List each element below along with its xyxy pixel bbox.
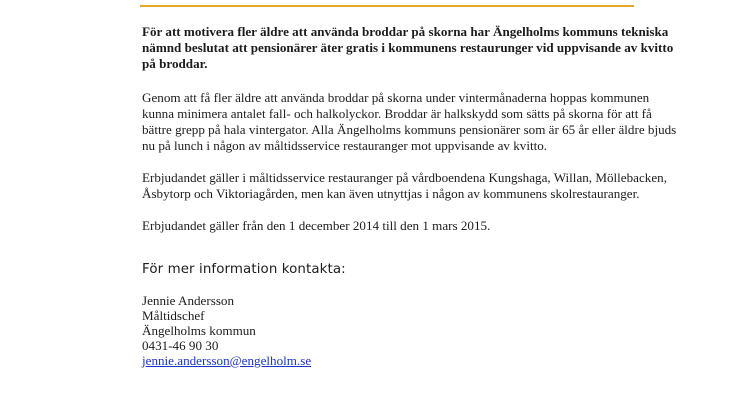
contact-organization: Ängelholms kommun [142, 323, 256, 338]
contact-phone: 0431-46 90 30 [142, 338, 219, 353]
contact-role: Måltidschef [142, 308, 205, 323]
contact-block [142, 293, 682, 368]
article-paragraph: Genom att få fler äldre att använda broddar på skorna under vintermånaderna hoppas kommunen kunna minimera antalet fall- och halkolyckor. Broddar är halkskydd som sätts på skorna för att få bättre grepp på hala vintergator. Alla Ängelholms kommuns pensionärer som är 65 år eller äldre bjuds nu på lunch i någon av måltidsservice restauranger mot uppvisande av kvitto. [142, 90, 677, 153]
contact-email-link[interactable]: jennie.andersson@engelholm.se [142, 353, 312, 368]
header-divider [140, 5, 634, 7]
contact-heading: För mer information kontakta: [142, 262, 346, 277]
article-lead: För att motivera fler äldre att använda broddar på skorna har Ängelholms kommuns tekniska nämnd beslutat att pensionärer äter gratis i kommunens restaurunger vid uppvisande av kvitto på broddar. [142, 24, 674, 71]
article-body [142, 24, 682, 368]
contact-name: Jennie Andersson [142, 293, 235, 308]
article-paragraph: Erbjudandet gäller i måltidsservice restauranger på vårdboendena Kungshaga, Willan, Möllebacken, Åsbytorp och Viktoriagården, men kan även utnyttjas i någon av kommunens skolrestauranger. [142, 170, 667, 201]
article-paragraph: Erbjudandet gäller från den 1 december 2014 till den 1 mars 2015. [142, 218, 491, 233]
